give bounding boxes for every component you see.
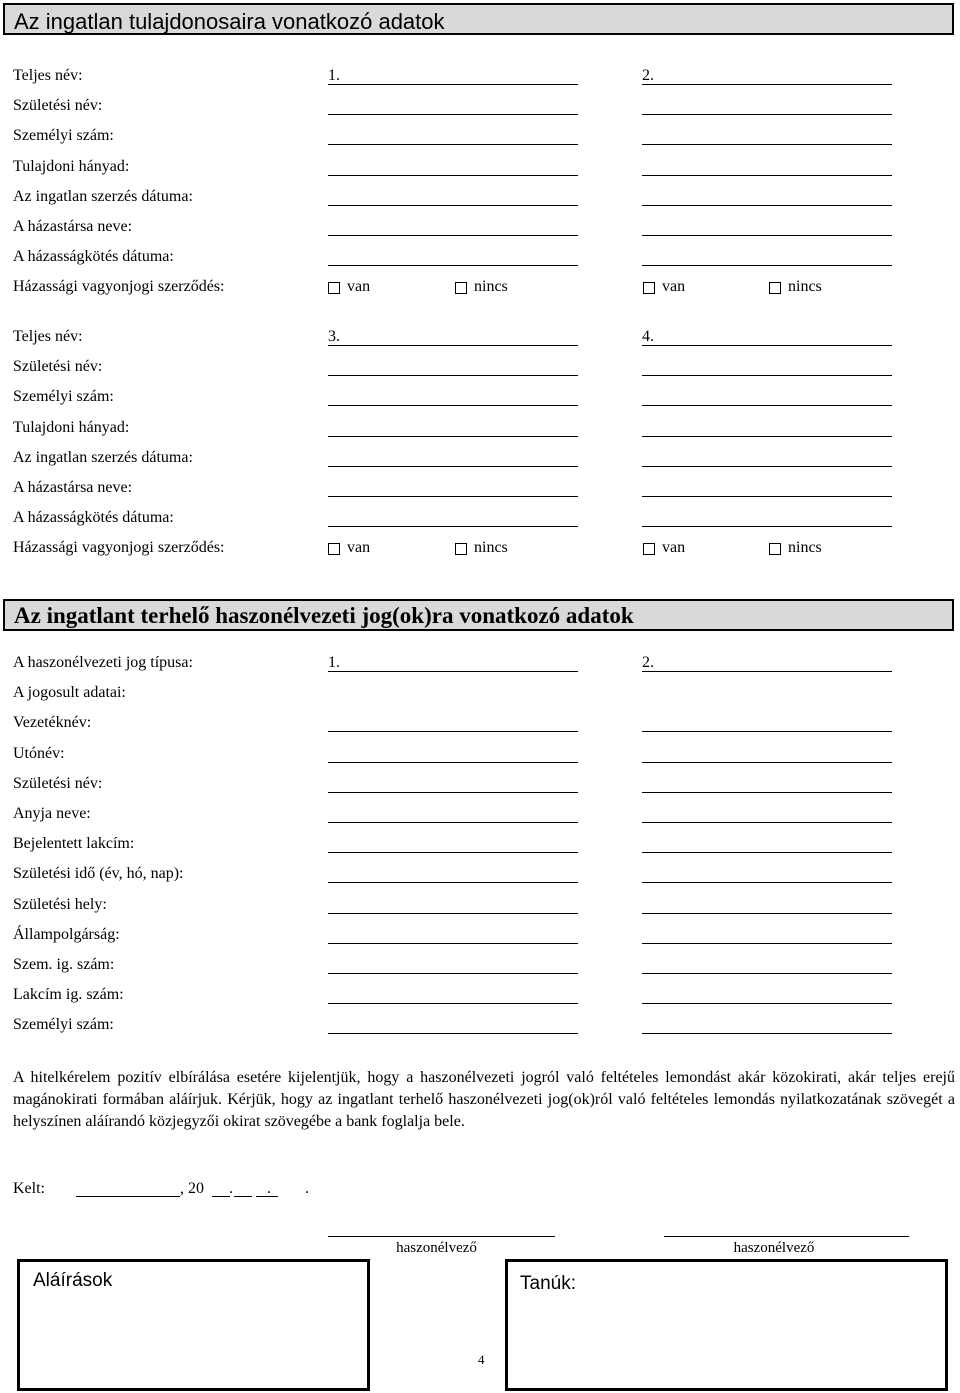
contract-van-2-checkbox[interactable] [643, 543, 655, 555]
fill-line-col1[interactable] [328, 375, 578, 376]
field-label: Házassági vagyonjogi szerződés: [13, 539, 225, 557]
field-label: Anyja neve: [13, 805, 91, 822]
field-label: Teljes név: [13, 328, 83, 345]
contract-van-1-label: van [347, 278, 371, 296]
page-number: 4 [478, 1352, 485, 1367]
fill-line-col2[interactable] [642, 792, 892, 793]
field-label: Teljes név: [13, 67, 83, 84]
field-label: Állampolgárság: [13, 925, 120, 943]
fill-line-col2[interactable] [642, 852, 892, 853]
field-label: Személyi szám: [13, 1016, 114, 1034]
fill-line-col1[interactable] [328, 913, 578, 914]
field-label: Személyi szám: [13, 388, 114, 406]
fill-line-col2[interactable] [642, 973, 892, 974]
signature-caption-1: haszonélvező [396, 1240, 477, 1256]
fill-line-col1[interactable] [328, 466, 578, 467]
section-title: Az ingatlant terhelő haszonélvezeti jog(ok)ra vonatkozó adatok [14, 603, 634, 628]
date-label: Kelt: [13, 1180, 45, 1197]
fill-line-col2[interactable] [642, 913, 892, 914]
column-number-1: 1. [328, 654, 340, 671]
contract-van-2-label: van [662, 278, 686, 296]
field-label: Születési név: [13, 97, 103, 115]
fill-line-col2[interactable] [642, 762, 892, 763]
field-label: A haszonélvezeti jog típusa: [13, 654, 193, 671]
field-label: A jogosult adatai: [13, 684, 126, 702]
fill-line-col1[interactable] [328, 345, 578, 346]
signatures-box-title: Aláírások [33, 1270, 113, 1291]
fill-line-col2[interactable] [642, 822, 892, 823]
contract-van-1-label: van [347, 539, 371, 557]
contract-nincs-2-label: nincs [788, 278, 822, 296]
field-label: Az ingatlan szerzés dátuma: [13, 448, 193, 466]
field-label: Házassági vagyonjogi szerződés: [13, 278, 225, 296]
witnesses-box-title: Tanúk: [520, 1273, 576, 1294]
contract-nincs-1-checkbox[interactable] [455, 282, 467, 294]
fill-line-col1[interactable] [328, 1033, 578, 1034]
fill-line-col2[interactable] [642, 882, 892, 883]
contract-van-1-checkbox[interactable] [328, 282, 340, 294]
declaration-text: A hitelkérelem pozitív elbírálása esetére kijelentjük, hogy a haszonélvezeti jogról való feltételes lemondást akár közokirati, akár teljes erejű magánokirati formában aláírjuk. Kérjük, hogy az ingatlant terhelő haszonélvezeti jog(ok)ról való feltételes lemondás nyilatkozatának szövegét a helyszínen aláírandó közjegyzői okirat szövegébe a bank foglalja bele. [13, 1069, 955, 1130]
contract-van-2-checkbox[interactable] [643, 282, 655, 294]
field-label: A házasságkötés dátuma: [13, 509, 174, 527]
contract-nincs-2-checkbox[interactable] [769, 282, 781, 294]
signature-caption-2: haszonélvező [733, 1240, 815, 1256]
field-label: Tulajdoni hányad: [13, 157, 130, 175]
fill-line-col2[interactable] [642, 1003, 892, 1004]
fill-line-col2[interactable] [642, 731, 892, 732]
fill-line-col2[interactable] [642, 205, 892, 206]
contract-nincs-1-checkbox[interactable] [455, 543, 467, 555]
fill-line-col2[interactable] [642, 114, 892, 115]
field-label: Születési idő (év, hó, nap): [13, 865, 184, 883]
fill-line-col2[interactable] [642, 466, 892, 467]
fill-line-col1[interactable] [328, 943, 578, 944]
field-label: Vezetéknév: [13, 714, 92, 732]
field-label: Szem. ig. szám: [13, 956, 115, 973]
field-label: A házastársa neve: [13, 218, 133, 235]
fill-line-col1[interactable] [328, 84, 578, 85]
section-header-usufruct [3, 599, 954, 631]
fill-line-col1[interactable] [328, 175, 578, 176]
field-label: Tulajdoni hányad: [13, 418, 130, 436]
signatures-box [17, 1259, 370, 1391]
date-year-prefix: , 20 [180, 1180, 204, 1197]
column-number-2: 4. [642, 328, 654, 345]
fill-line-col1[interactable] [328, 792, 578, 793]
field-label: Születési név: [13, 774, 103, 792]
fill-line-col2[interactable] [642, 405, 892, 406]
signature-line-1[interactable] [328, 1236, 555, 1237]
field-label: A házastársa neve: [13, 479, 133, 496]
section-header-owners [3, 3, 954, 35]
contract-nincs-2-label: nincs [788, 539, 822, 557]
date-separators: . . . [229, 1180, 324, 1197]
fill-line-col1[interactable] [328, 205, 578, 206]
column-number-2: 2. [642, 67, 654, 84]
column-number-1: 1. [328, 67, 340, 84]
column-number-2: 2. [642, 654, 654, 671]
fill-line-col1[interactable] [328, 973, 578, 974]
fill-line-col2[interactable] [642, 375, 892, 376]
field-label: Születési hely: [13, 895, 107, 913]
contract-nincs-1-label: nincs [474, 278, 508, 296]
fill-line-col1[interactable] [328, 731, 578, 732]
fill-line-col1[interactable] [328, 762, 578, 763]
fill-line-col2[interactable] [642, 265, 892, 266]
signature-line-2[interactable] [664, 1236, 909, 1237]
field-label: Utónév: [13, 744, 65, 762]
fill-line-col1[interactable] [328, 671, 578, 672]
fill-line-col1[interactable] [328, 822, 578, 823]
fill-line-col1[interactable] [328, 882, 578, 883]
fill-line-col2[interactable] [642, 943, 892, 944]
field-label: A házasságkötés dátuma: [13, 248, 174, 266]
fill-line-col1[interactable] [328, 144, 578, 145]
field-label: Lakcím ig. szám: [13, 986, 124, 1004]
fill-line-col1[interactable] [328, 405, 578, 406]
fill-line-col2[interactable] [642, 144, 892, 145]
fill-line-col1[interactable] [328, 526, 578, 527]
date-place-field[interactable] [76, 1196, 180, 1197]
section-title: Az ingatlan tulajdonosaira vonatkozó adatok [14, 9, 445, 34]
contract-van-1-checkbox[interactable] [328, 543, 340, 555]
contract-van-2-label: van [662, 539, 686, 557]
contract-nincs-2-checkbox[interactable] [769, 543, 781, 555]
fill-line-col1[interactable] [328, 852, 578, 853]
fill-line-col1[interactable] [328, 436, 578, 437]
fill-line-col1[interactable] [328, 496, 578, 497]
fill-line-col1[interactable] [328, 265, 578, 266]
column-number-1: 3. [328, 328, 340, 345]
contract-nincs-1-label: nincs [474, 539, 508, 557]
fill-line-col2[interactable] [642, 84, 892, 85]
field-label: Születési név: [13, 358, 103, 376]
fill-line-col1[interactable] [328, 1003, 578, 1004]
field-label: Személyi szám: [13, 127, 114, 145]
fill-line-col2[interactable] [642, 526, 892, 527]
fill-line-col2[interactable] [642, 496, 892, 497]
fill-line-col2[interactable] [642, 1033, 892, 1034]
fill-line-col2[interactable] [642, 436, 892, 437]
fill-line-col2[interactable] [642, 671, 892, 672]
field-label: Az ingatlan szerzés dátuma: [13, 187, 193, 205]
fill-line-col1[interactable] [328, 235, 578, 236]
date-year-field[interactable] [212, 1196, 230, 1197]
fill-line-col2[interactable] [642, 235, 892, 236]
field-label: Bejelentett lakcím: [13, 835, 135, 853]
fill-line-col1[interactable] [328, 114, 578, 115]
fill-line-col2[interactable] [642, 175, 892, 176]
witnesses-box [505, 1259, 948, 1391]
fill-line-col2[interactable] [642, 345, 892, 346]
